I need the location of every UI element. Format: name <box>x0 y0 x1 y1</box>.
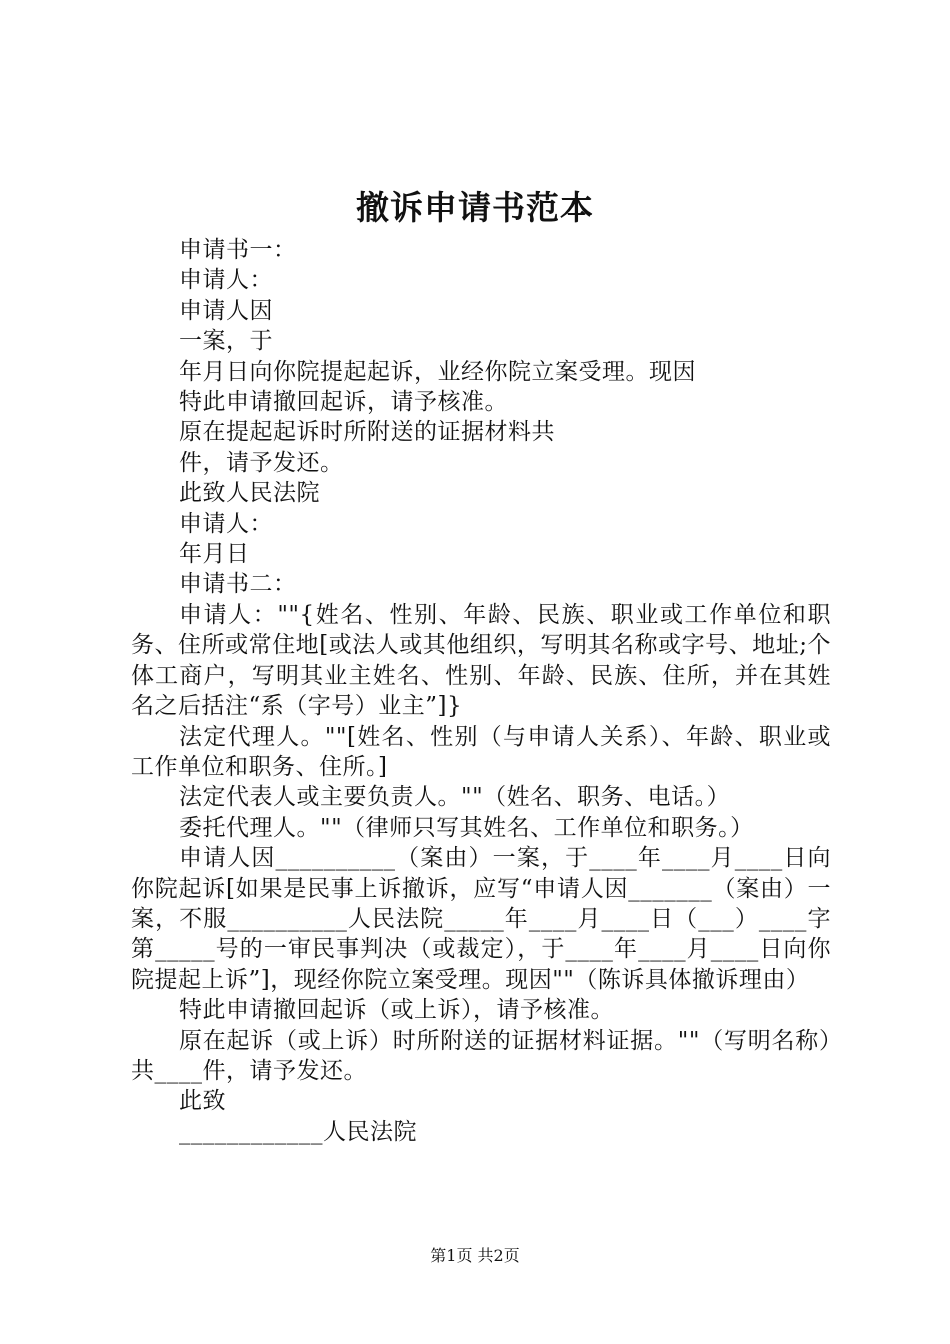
form2-heading: 申请书二： <box>179 571 297 598</box>
form2-paragraph: ____________人民法院 <box>179 1118 417 1145</box>
form1-line: 一案，于 <box>179 328 273 355</box>
document-body <box>131 235 831 1147</box>
form1-line: 年月日 <box>179 541 250 568</box>
document-title: 撤诉申请书范本 <box>356 188 594 227</box>
form2-paragraph: 此致 <box>179 1088 226 1115</box>
form2-paragraph: 特此申请撤回起诉（或上诉），请予核准。 <box>179 997 614 1024</box>
form2-paragraph: 委托代理人。""（律师只写其姓名、工作单位和职务。） <box>179 814 754 841</box>
form2-paragraph: 申请人因__________（案由）一案，于____年____月____日向你院起诉[如果是民事上诉撤诉，应写“申请人因_______（案由）一案，不服__________人民法院_____年____月____日（___）____字第_____号的一审民事判决（或裁定），于____年____月____日向你院提起上诉”]，现经你院立案受理。现因""（陈诉具体撤诉理由） <box>131 845 831 993</box>
form1-heading: 申请书一： <box>179 237 297 263</box>
form1-line: 申请人： <box>179 267 273 294</box>
form2-paragraph: 法定代理人。""[姓名、性别（与申请人关系）、年龄、职业或工作单位和职务、住所。] <box>131 723 831 780</box>
form1-line: 申请人： <box>179 510 273 537</box>
form2-paragraph: 申请人：""{姓名、性别、年龄、民族、职业或工作单位和职务、住所或常住地[或法人或其他组织，写明其名称或字号、地址;个体工商户，写明其业主姓名、性别、年龄、民族、住所，并在其姓名之后括注“系（字号）业主”]} <box>131 601 831 720</box>
form1-line: 申请人因 <box>179 297 273 324</box>
form1-line: 原在提起起诉时所附送的证据材料共 <box>179 419 555 446</box>
form2-paragraph: 原在起诉（或上诉）时所附送的证据材料证据。""（写明名称）共____件，请予发还。 <box>131 1027 831 1084</box>
form1-line: 件，请予发还。 <box>179 449 344 476</box>
form1-line: 此致人民法院 <box>179 480 320 507</box>
page-footer: 第1页 共2页 <box>430 1246 520 1265</box>
form1-line: 特此申请撤回起诉，请予核准。 <box>179 389 508 416</box>
form1-line: 年月日向你院提起起诉，业经你院立案受理。现因 <box>179 358 696 385</box>
form2-paragraph: 法定代表人或主要负责人。""（姓名、职务、电话。） <box>179 784 731 811</box>
